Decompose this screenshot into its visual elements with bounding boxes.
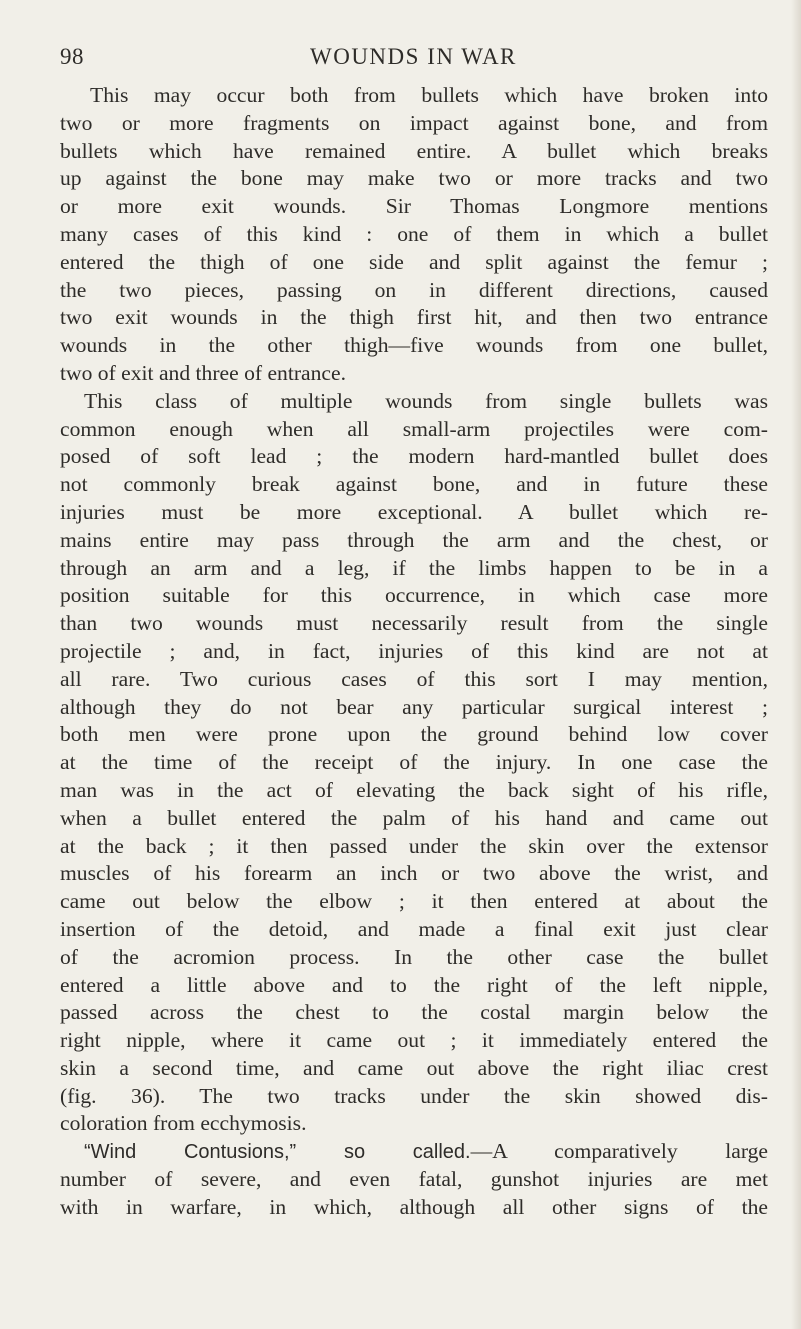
text-line: came out below the elbow ; it then entered at about the [60, 889, 768, 914]
text-line: bullets which have remained entire. A bullet which breaks [60, 138, 768, 163]
text-line: skin a second time, and came out above the right iliac crest [60, 1055, 768, 1080]
text-line: all rare. Two curious cases of this sort I may mention, [60, 666, 768, 691]
text-line: common enough when all small-arm projectiles were com- [60, 416, 768, 441]
text-line: when a bullet entered the palm of his hand and came out [60, 805, 768, 830]
text-line: two of exit and three of entrance. [60, 360, 346, 385]
text-line: the two pieces, passing on in different directions, caused [60, 277, 768, 302]
text-line: up against the bone may make two or more tracks and two [60, 166, 768, 191]
sidehead-continuation: —A comparatively large [470, 1139, 769, 1164]
text-line: coloration from ecchymosis. [60, 1111, 307, 1136]
text-line: although they do not bear any particular surgical interest ; [60, 694, 768, 719]
text-line: not commonly break against bone, and in future these [60, 472, 768, 497]
text-line: both men were prone upon the ground behind low cover [60, 722, 768, 747]
sidehead-line [60, 1138, 768, 1166]
text-line: entered a little above and to the right of the left nipple, [60, 972, 768, 997]
text-line: This class of multiple wounds from single bullets was [84, 388, 768, 413]
text-line: wounds in the other thigh—five wounds from one bullet, [60, 333, 768, 358]
text-line: mains entire may pass through the arm and the chest, or [60, 527, 768, 552]
text-line: insertion of the detoid, and made a final exit just clear [60, 916, 768, 941]
running-title: WOUNDS IN WAR [310, 44, 517, 69]
page-number: 98 [60, 44, 84, 69]
text-line: posed of soft lead ; the modern hard-mantled bullet does [60, 444, 768, 469]
body-text [60, 82, 768, 1222]
text-line: injuries must be more exceptional. A bullet which re- [60, 499, 768, 524]
text-line: or more exit wounds. Sir Thomas Longmore mentions [60, 194, 768, 219]
text-line: at the time of the receipt of the injury. In one case the [60, 750, 768, 775]
text-line: with in warfare, in which, although all other signs of the [60, 1194, 768, 1219]
text-line: muscles of his forearm an inch or two above the wrist, and [60, 861, 768, 886]
section-sidehead: “Wind Contusions,” so called. [84, 1141, 471, 1164]
text-line: projectile ; and, in fact, injuries of this kind are not at [60, 638, 768, 663]
text-line: at the back ; it then passed under the skin over the extensor [60, 833, 768, 858]
text-line: position suitable for this occurrence, in which case more [60, 583, 768, 608]
text-line: many cases of this kind : one of them in which a bullet [60, 221, 768, 246]
text-line: through an arm and a leg, if the limbs happen to be in a [60, 555, 768, 580]
text-line: number of severe, and even fatal, gunshot injuries are met [60, 1167, 768, 1192]
text-line: two exit wounds in the thigh first hit, and then two entrance [60, 305, 768, 330]
text-line: This may occur both from bullets which have broken into [90, 83, 768, 107]
text-line: of the acromion process. In the other case the bullet [60, 944, 768, 969]
text-line: entered the thigh of one side and split against the femur ; [60, 249, 768, 274]
text-line: (fig. 36). The two tracks under the skin showed dis- [60, 1083, 768, 1108]
page-header [60, 44, 760, 76]
text-line: passed across the chest to the costal margin below the [60, 1000, 768, 1025]
text-line: man was in the act of elevating the back sight of his rifle, [60, 777, 768, 802]
text-line: than two wounds must necessarily result from the single [60, 611, 768, 636]
page-edge-shadow [791, 0, 801, 1329]
text-line: right nipple, where it came out ; it immediately entered the [60, 1028, 768, 1053]
text-line: two or more fragments on impact against bone, and from [60, 110, 768, 135]
